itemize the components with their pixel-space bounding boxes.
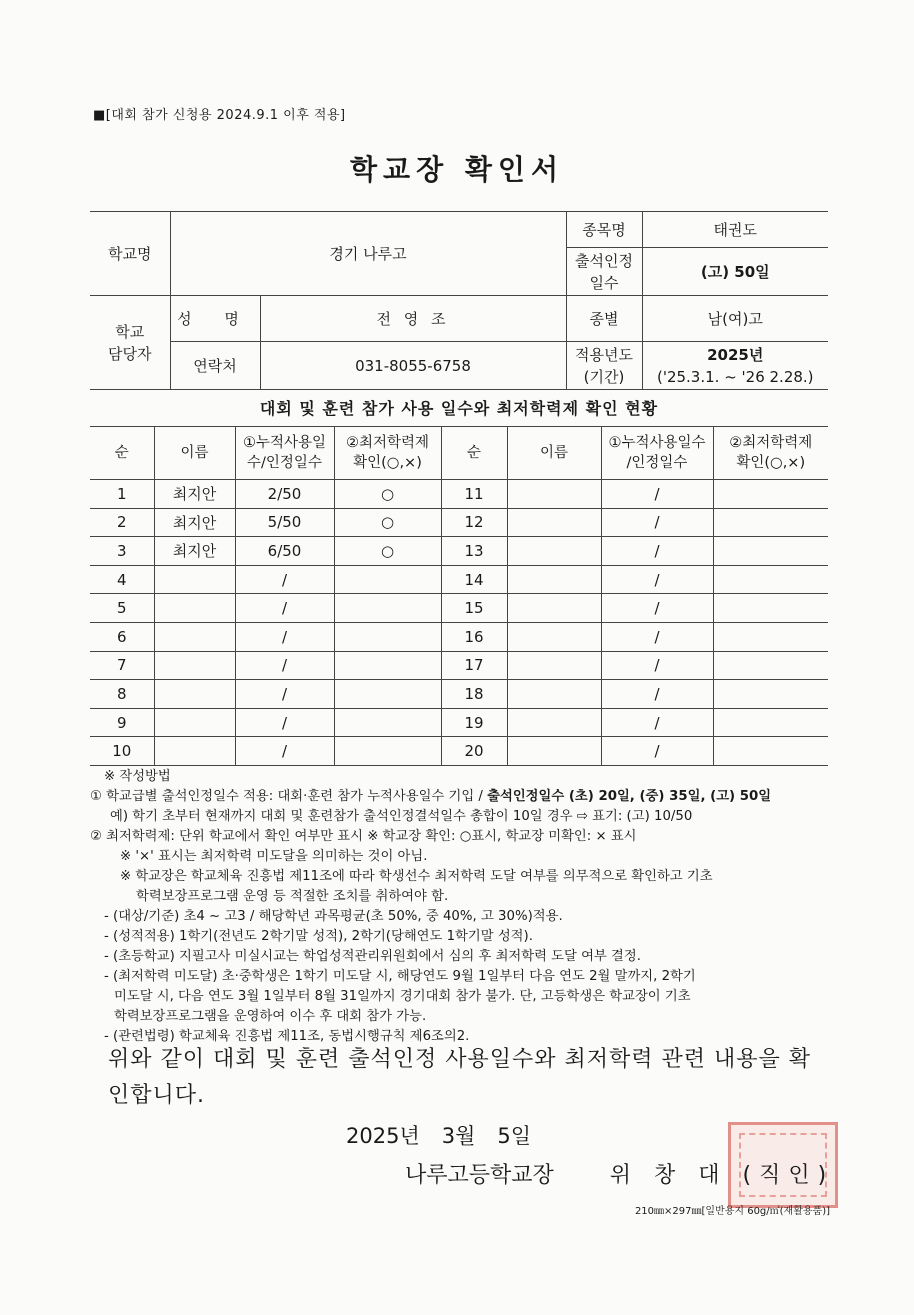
type-value: 남(여)고	[642, 296, 828, 342]
row-days: 6/50	[235, 537, 334, 566]
row-name-right	[507, 594, 601, 623]
section-title: 대회 및 훈련 참가 사용 일수와 최저학력제 확인 현황	[259, 399, 659, 418]
row-min	[334, 708, 441, 737]
col-min: ②최저학력제 확인(○,×)	[334, 427, 441, 480]
row-days: /	[235, 565, 334, 594]
row-min-right	[713, 737, 828, 766]
row-days: /	[235, 708, 334, 737]
row-name-right	[507, 537, 601, 566]
instruction-line: 미도달 시, 다음 연도 3월 1일부터 8월 31일까지 경기대회 참가 불가. 단, 고등학생은 학교장이 기초	[114, 989, 691, 1004]
row-days-right: /	[601, 651, 713, 680]
row-days-right: /	[601, 622, 713, 651]
attendance-days-label: 출석인정 일수	[566, 248, 642, 296]
table-row	[90, 737, 828, 766]
row-name	[154, 622, 235, 651]
instruction-line: 학력보장프로그램 운영 등 적절한 조치를 취하여야 함.	[136, 889, 449, 904]
row-min: ○	[334, 537, 441, 566]
col-min-right: ②최저학력제 확인(○,×)	[713, 427, 828, 480]
table-row	[90, 508, 828, 537]
signature-line	[405, 1158, 834, 1189]
row-min-right	[713, 708, 828, 737]
instruction-line: - (초등학교) 지필고사 미실시교는 학업성적관리위원회에서 심의 후 최저학력 도달 여부 결정.	[104, 949, 641, 964]
row-name	[154, 737, 235, 766]
row-num-right: 12	[441, 508, 507, 537]
instruction-line: ② 최저학력제: 단위 학교에서 확인 여부만 표시 ※ 학교장 확인: ○표시, 학교장 미확인: × 표시	[90, 829, 637, 844]
row-min-right	[713, 680, 828, 709]
row-days: /	[235, 680, 334, 709]
row-days-right: /	[601, 565, 713, 594]
row-min	[334, 680, 441, 709]
row-days: /	[235, 594, 334, 623]
row-num: 7	[90, 651, 154, 680]
row-days: /	[235, 622, 334, 651]
row-name	[154, 594, 235, 623]
row-num: 6	[90, 622, 154, 651]
row-days-right: /	[601, 537, 713, 566]
col-days: ①누적사용일 수/인정일수	[235, 427, 334, 480]
row-name-right	[507, 565, 601, 594]
instructions	[90, 767, 830, 1047]
paper-spec: 210㎜×297㎜[일반용지 60g/㎡(재활용품)]	[634, 1206, 830, 1217]
instructions-heading: ※ 작성방법	[104, 769, 171, 784]
row-num: 9	[90, 708, 154, 737]
row-min: ○	[334, 508, 441, 537]
row-name: 최지안	[154, 480, 235, 509]
row-days-right: /	[601, 594, 713, 623]
instruction-line: 예) 학기 초부터 현재까지 대회 및 훈련참가 출석인정결석일수 총합이 10일 경우 ⇨ 표기: (고) 10/50	[110, 809, 693, 824]
confirmation-text: 위와 같이 대회 및 훈련 출석인정 사용일수와 최저학력 관련 내용을 확인합니다.	[108, 1047, 811, 1108]
name-value: 전 영 조	[260, 296, 566, 342]
type-label: 종별	[566, 296, 642, 342]
row-days: 5/50	[235, 508, 334, 537]
event-label: 종목명	[566, 212, 642, 248]
row-num: 10	[90, 737, 154, 766]
header-note: ■[대회 참가 신청용 2024.9.1 이후 적용]	[93, 108, 346, 123]
row-name	[154, 565, 235, 594]
row-name-right	[507, 737, 601, 766]
row-num: 4	[90, 565, 154, 594]
instruction-line: - (성적적용) 1학기(전년도 2학기말 성적), 2학기(당해연도 1학기말 성적).	[104, 929, 533, 944]
row-num-right: 20	[441, 737, 507, 766]
row-num-right: 18	[441, 680, 507, 709]
manager-label: 학교 담당자	[90, 296, 170, 390]
row-days-right: /	[601, 480, 713, 509]
row-name: 최지안	[154, 508, 235, 537]
school-info-table	[90, 211, 828, 390]
year-label: 적용년도 (기간)	[566, 342, 642, 390]
row-num-right: 16	[441, 622, 507, 651]
col-num: 순	[90, 427, 154, 480]
table-row	[90, 594, 828, 623]
row-min	[334, 651, 441, 680]
row-min	[334, 565, 441, 594]
document-title: 학교장 확인서	[349, 153, 565, 186]
school-name-label: 학교명	[90, 212, 170, 296]
date-year: 2025년	[346, 1124, 420, 1148]
instruction-line: ※ '×' 표시는 최저학력 미도달을 의미하는 것이 아님.	[120, 849, 428, 864]
row-num-right: 11	[441, 480, 507, 509]
date-month: 3월	[441, 1124, 476, 1148]
school-name-value: 경기 나루고	[170, 212, 566, 296]
table-row	[90, 537, 828, 566]
school-principal: 나루고등학교장	[405, 1163, 554, 1188]
contact-value: 031-8055-6758	[260, 342, 566, 390]
instruction-line: ※ 학교장은 학교체육 진흥법 제11조에 따라 학생선수 최저학력 도달 여부를 의무적으로 확인하고 기초	[120, 869, 713, 884]
row-min-right	[713, 622, 828, 651]
issue-date	[346, 1120, 553, 1150]
principal-name: 위 창 대 (직인)	[609, 1163, 835, 1188]
col-days-right: ①누적사용일수 /인정일수	[601, 427, 713, 480]
table-row	[90, 622, 828, 651]
col-name: 이름	[154, 427, 235, 480]
instruction-line: ① 학교급별 출석인정일수 적용: 대회·훈련 참가 누적사용일수 기입 / 출석인정일수 (초) 20일, (중) 35일, (고) 50일	[90, 789, 772, 804]
row-name-right	[507, 651, 601, 680]
table-row	[90, 480, 828, 509]
row-days-right: /	[601, 508, 713, 537]
table-row	[90, 680, 828, 709]
row-min-right	[713, 565, 828, 594]
row-name-right	[507, 708, 601, 737]
row-name	[154, 708, 235, 737]
row-num-right: 13	[441, 537, 507, 566]
row-name-right	[507, 622, 601, 651]
row-min	[334, 594, 441, 623]
row-min	[334, 622, 441, 651]
row-num-right: 15	[441, 594, 507, 623]
instruction-line: - (관련법령) 학교체육 진흥법 제11조, 동법시행규칙 제6조의2.	[104, 1029, 470, 1044]
row-num: 8	[90, 680, 154, 709]
row-days-right: /	[601, 737, 713, 766]
row-min-right	[713, 508, 828, 537]
row-num: 2	[90, 508, 154, 537]
row-num-right: 14	[441, 565, 507, 594]
contact-label: 연락처	[170, 342, 260, 390]
row-min: ○	[334, 480, 441, 509]
row-num-right: 17	[441, 651, 507, 680]
col-num-right: 순	[441, 427, 507, 480]
row-days-right: /	[601, 708, 713, 737]
event-value: 태권도	[642, 212, 828, 248]
row-min-right	[713, 651, 828, 680]
instruction-line: - (최저학력 미도달) 초·중학생은 1학기 미도달 시, 해당연도 9월 1일부터 다음 연도 2월 말까지, 2학기	[104, 969, 696, 984]
row-min-right	[713, 480, 828, 509]
row-min-right	[713, 537, 828, 566]
instruction-line: - (대상/기준) 초4 ~ 고3 / 해당학년 과목평균(초 50%, 중 40%, 고 30%)적용.	[104, 909, 563, 924]
row-num-right: 19	[441, 708, 507, 737]
row-days: /	[235, 737, 334, 766]
attendance-days-value: (고) 50일	[642, 248, 828, 296]
row-days-right: /	[601, 680, 713, 709]
row-name: 최지안	[154, 537, 235, 566]
year-value: 2025년 ('25.3.1. ~ '26 2.28.)	[642, 342, 828, 390]
row-num: 3	[90, 537, 154, 566]
row-num: 1	[90, 480, 154, 509]
table-row	[90, 708, 828, 737]
row-days: /	[235, 651, 334, 680]
name-label: 성 명	[170, 296, 260, 342]
participation-table	[90, 426, 828, 766]
row-min	[334, 737, 441, 766]
row-days: 2/50	[235, 480, 334, 509]
row-min-right	[713, 594, 828, 623]
row-name	[154, 680, 235, 709]
row-num: 5	[90, 594, 154, 623]
row-name-right	[507, 680, 601, 709]
instruction-line: 학력보장프로그램을 운영하여 이수 후 대회 참가 가능.	[114, 1009, 427, 1024]
row-name-right	[507, 508, 601, 537]
col-name-right: 이름	[507, 427, 601, 480]
date-day: 5일	[497, 1124, 532, 1148]
table-row	[90, 565, 828, 594]
table-row	[90, 651, 828, 680]
row-name	[154, 651, 235, 680]
row-name-right	[507, 480, 601, 509]
